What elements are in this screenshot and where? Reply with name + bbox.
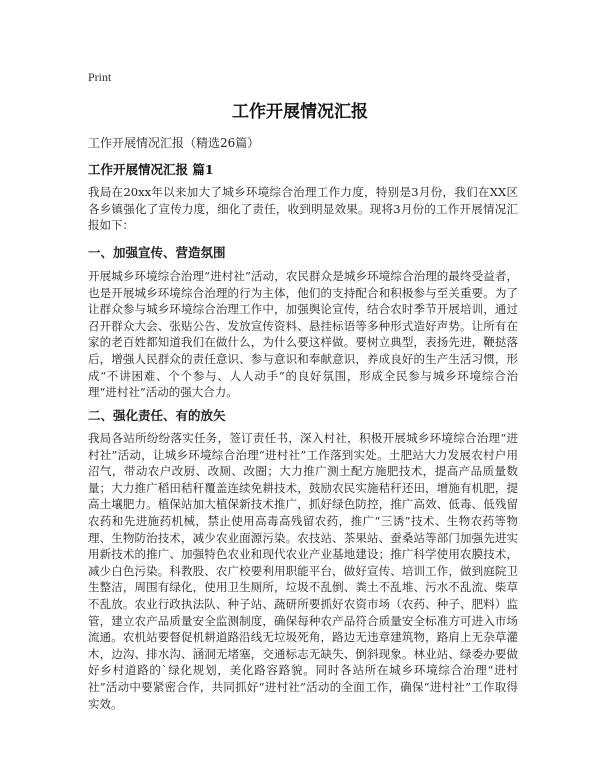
heading-responsibility: 二、强化责任、有的放矢	[88, 408, 226, 423]
intro-text: 我局在20xx年以来加大了城乡环境综合治理工作力度，特别是3月份，我们在XX区各乡镇强化了宣传力度，细化了责任，收到明显效果。现将3月份的工作开展情况汇报如下：	[88, 185, 518, 233]
document-title: 工作开展情况汇报	[232, 102, 368, 122]
print-label[interactable]: Print	[88, 70, 112, 84]
section-title: 工作开展情况汇报 篇1	[88, 162, 214, 177]
paragraph-publicity-text: 开展城乡环境综合治理“进村社”活动，农民群众是城乡环境综合治理的最终受益者，也是开展城乡环境综合治理的行为主体，他们的支持配合和积极参与至关重要。为了让群众参与城乡环境综合治理工作中，加强舆论宣传，结合农时季节开展培训，通过召开群众大会、张贴公告、发放宣传资料、悬挂标语等多种形式造好声势。让所有在家的老百姓都知道我们在做什么，为什么要这样做。要树立典型，表扬先进，鞭挞落后，增强人民群众的责任意识、参与意识和奉献意识，养成良好的生产生活习惯，形成“不讲困难、个个参与、人人动手”的良好氛围，形成全民参与城乡环境综合治理“进村社”活动的强大合力。	[88, 269, 518, 400]
paragraph-publicity	[88, 268, 518, 401]
heading-publicity: 一、加强宣传、营造氛围	[88, 245, 226, 260]
intro-paragraph	[88, 184, 518, 234]
paragraph-responsibility	[88, 430, 518, 712]
document-subtitle: 工作开展情况汇报（精选26篇）	[88, 136, 260, 150]
paragraph-responsibility-text: 我局各站所纷纷落实任务，签订责任书，深入村社，积极开展城乡环境综合治理“进村社”活动，让城乡环境综合治理“进村社”工作落到实处。土肥站大力发展农村户用沼气，带动农户改厨、改厕、改圈；大力推广测土配方施肥技术，提高产品质量数量；大力推广稻田秸秆覆盖连续免耕技术，鼓励农民实施秸秆还田，增施有机肥，提高土壤肥力。植保站加大植保新技术推广，抓好绿色防控，推广高效、低毒、低残留农药和先进施药机械，禁止使用高毒高残留农药，推广“三诱”技术、生物农药等物理、生物防治技术，减少农业面源污染。农技站、茶果站、蚕桑站等部门加强先进实用新技术的推广、加强特色农业和现代农业产业基地建设；推广科学使用农膜技术，减少白色污染。科教股、农广校要利用职能平台，做好宣传、培训工作，做到庭院卫生整洁，周围有绿化，使用卫生厕所，垃圾不乱倒、粪土不乱堆、污水不乱流、柴草不乱放。农业行政执法队、种子站、蔬研所要抓好农资市场（农药、种子、肥料）监管，建立农产品质量安全监测制度，确保每种农产品符合质量安全标准方可进入市场流通。农机站要督促机耕道路沿线无垃圾死角，路边无违章建筑物，路肩上无杂草灌木，边沟、排水沟、涵洞无堵塞，交通标志无缺失、倒斜现象。林业站、绿委办要做好乡村道路的`绿化规划，美化路容路貌。同时各站所在城乡环境综合治理“进村社”活动中要紧密合作，共同抓好“进村社”活动的全面工作，确保“进村社”工作取得实效。	[88, 431, 518, 711]
